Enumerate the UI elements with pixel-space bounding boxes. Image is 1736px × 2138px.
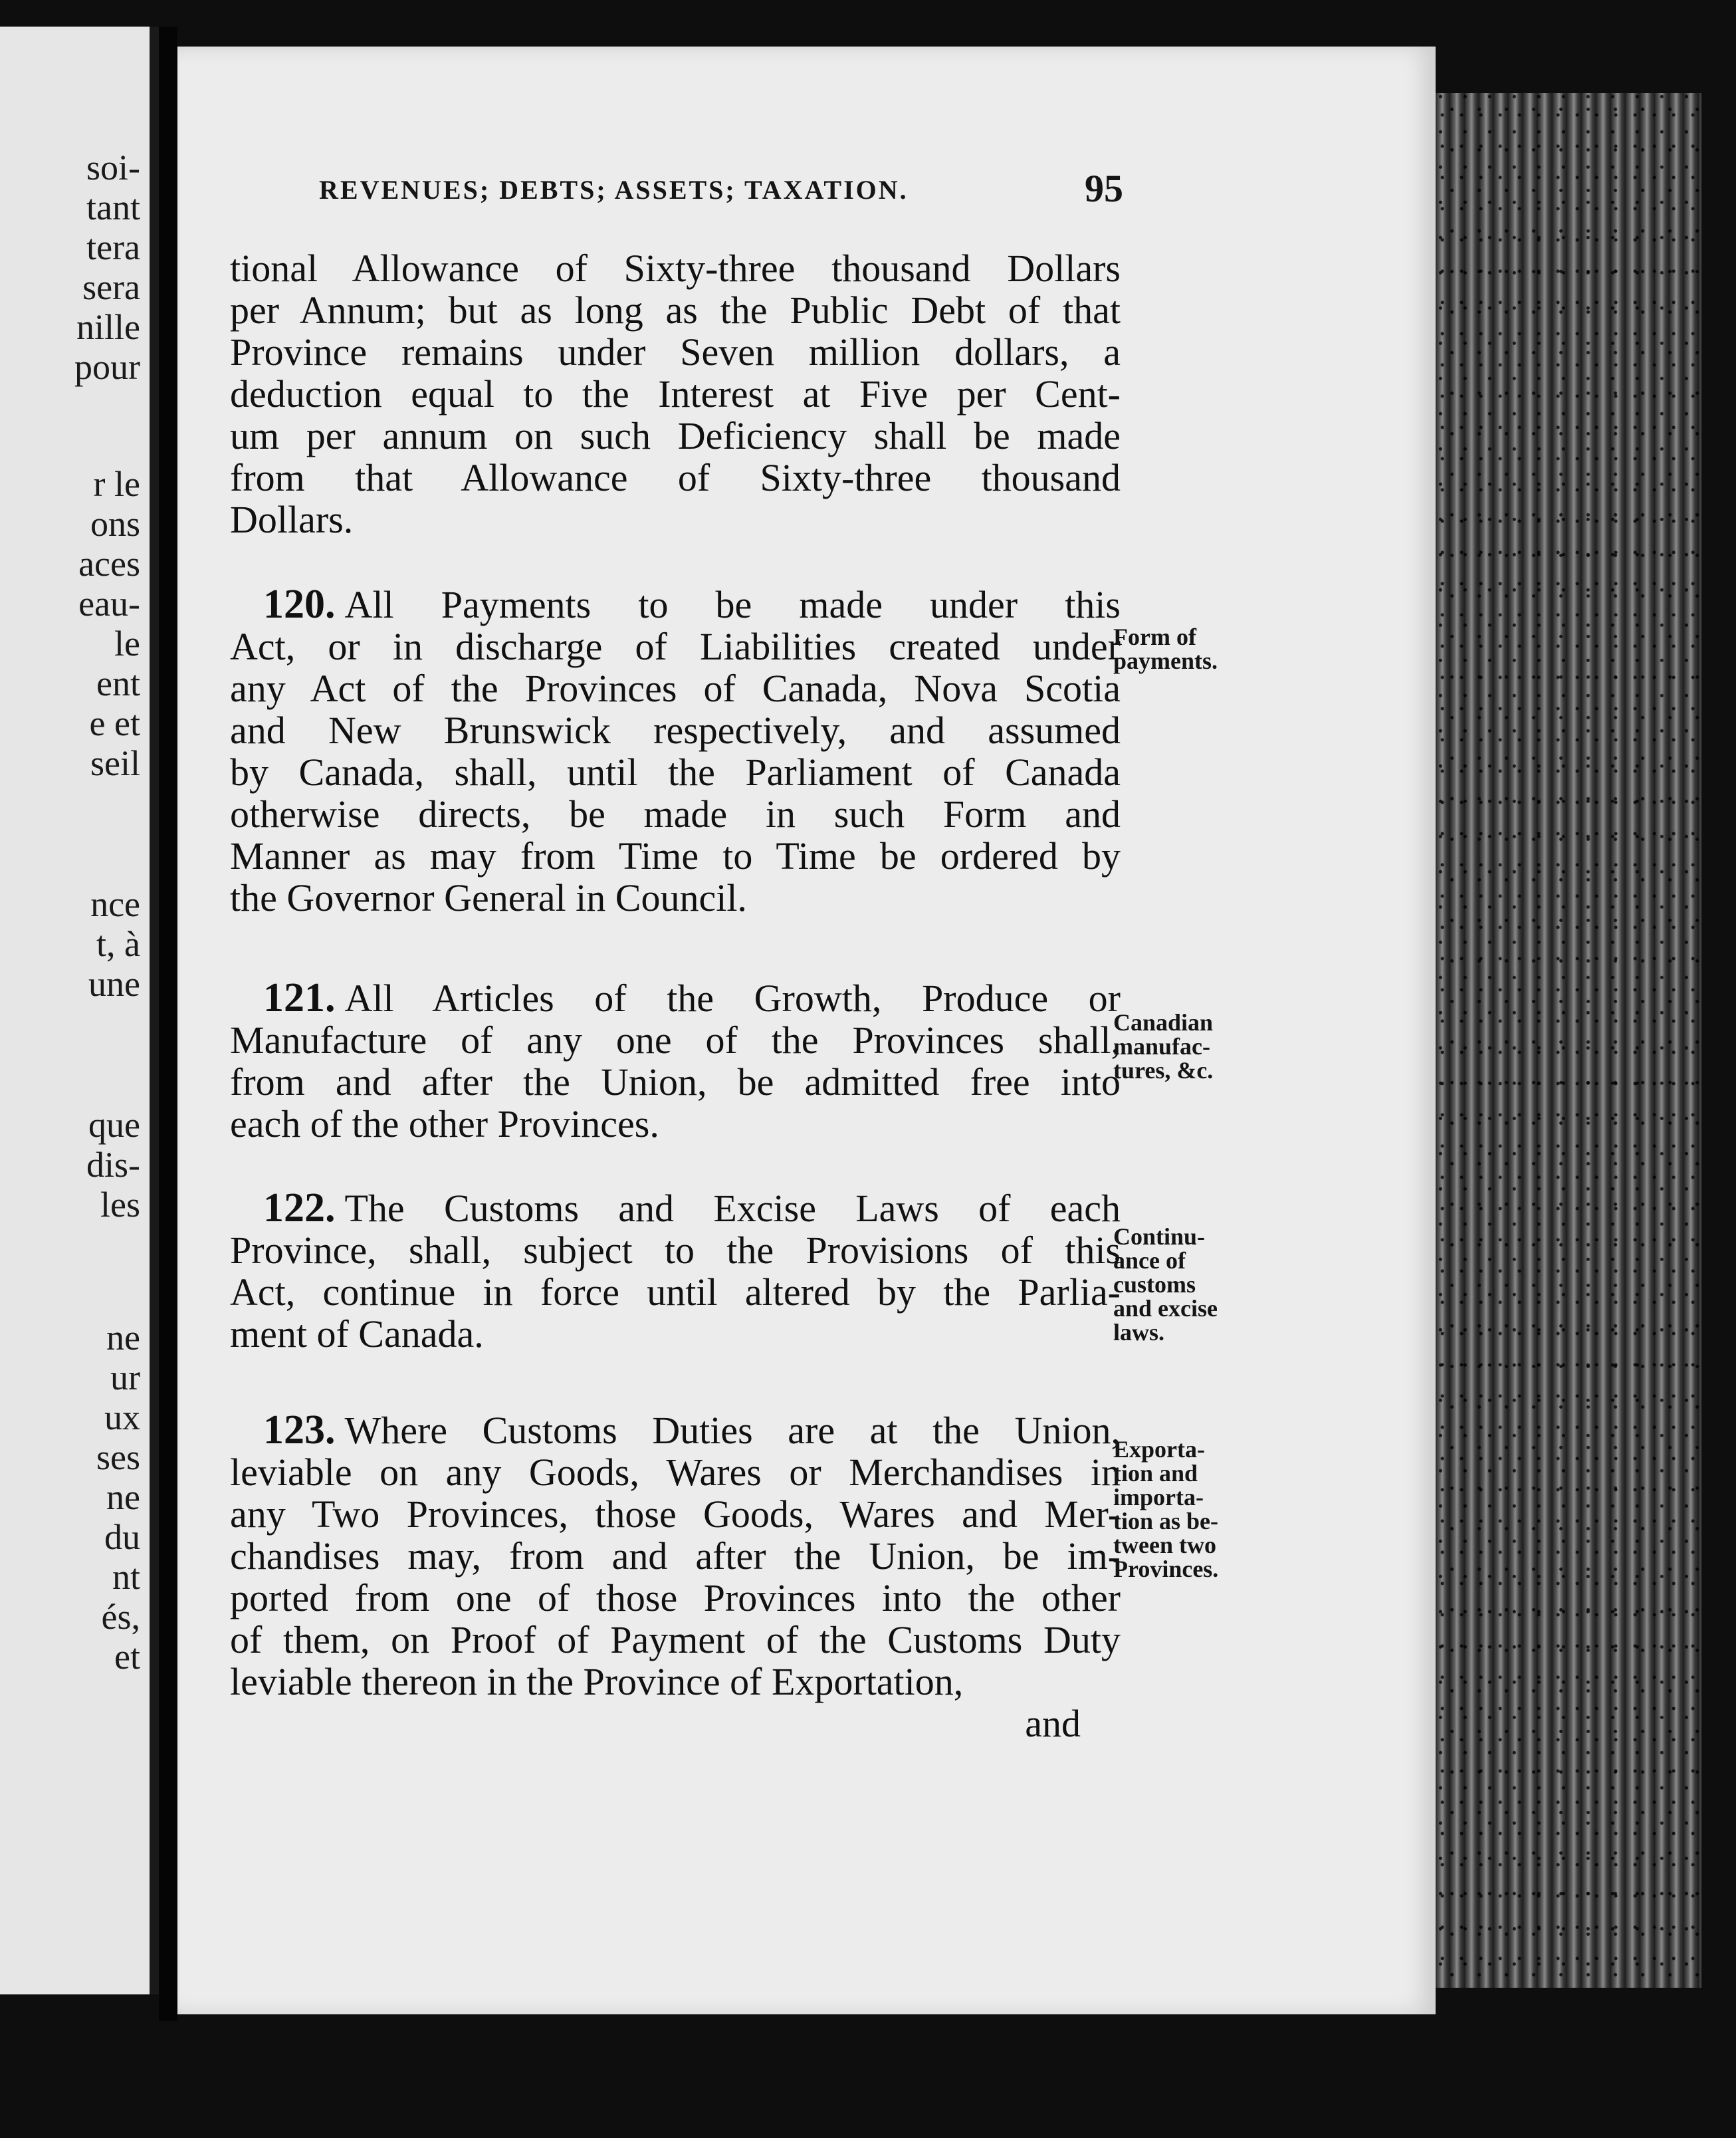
- text-line: ported from one of those Provinces into the other: [230, 1576, 1121, 1619]
- text-line: otherwise directs, be made in such Form and: [230, 792, 1121, 836]
- section-121: [230, 977, 1121, 1145]
- facing-page-line: ses: [96, 1437, 140, 1477]
- text-line: ment of Canada.: [230, 1312, 484, 1356]
- section-first-line: [230, 584, 1121, 626]
- section-opening-text: All Payments to be made under this: [344, 583, 1121, 626]
- text-line: Act, or in discharge of Liabilities created under: [230, 625, 1121, 668]
- page-number: 95: [1085, 167, 1123, 210]
- text-line: the Governor General in Council.: [230, 876, 747, 919]
- facing-page-line: ent: [96, 663, 140, 703]
- text-line: Dollars.: [230, 498, 354, 541]
- facing-page-line: ne: [106, 1477, 140, 1517]
- text-line: Province remains under Seven million dollars, a: [230, 330, 1121, 374]
- margin-note-line: Exporta-: [1113, 1436, 1205, 1463]
- facing-page-line: e et: [89, 703, 140, 743]
- margin-note-line: tures, &c.: [1113, 1057, 1214, 1084]
- running-head: REVENUES; DEBTS; ASSETS; TAXATION.: [319, 175, 909, 205]
- facing-page-line: les: [100, 1185, 140, 1225]
- facing-page-line: et: [114, 1637, 140, 1677]
- facing-page-line: tant: [86, 187, 140, 227]
- text-line: from and after the Union, be admitted free into: [230, 1060, 1121, 1104]
- text-line: deduction equal to the Interest at Five per Cent-: [230, 372, 1121, 416]
- text-line: any Two Provinces, those Goods, Wares and Mer-: [230, 1492, 1121, 1536]
- facing-page-line: le: [114, 624, 140, 663]
- facing-page-line: une: [88, 964, 140, 1004]
- section-first-line: [230, 1409, 1121, 1451]
- section-first-line: [230, 977, 1121, 1019]
- section-first-line: [230, 1187, 1121, 1229]
- facing-page-line: nille: [76, 307, 140, 347]
- facing-page-line: ur: [110, 1358, 140, 1397]
- margin-note-line: ance of: [1113, 1247, 1186, 1274]
- facing-page-line: aces: [78, 544, 140, 584]
- margin-note-123: [1113, 1437, 1306, 1581]
- facing-page-line: ons: [90, 504, 140, 544]
- margin-note-line: Form of: [1113, 624, 1196, 650]
- section-123: [230, 1409, 1121, 1744]
- margin-note-line: customs: [1113, 1271, 1196, 1298]
- text-line: each of the other Provinces.: [230, 1102, 659, 1145]
- margin-note-line: tween two: [1113, 1532, 1216, 1558]
- facing-page-line: seil: [90, 743, 140, 783]
- continuation-paragraph: [230, 247, 1121, 540]
- margin-note-line: importa-: [1113, 1484, 1204, 1510]
- facing-page-line: du: [104, 1517, 140, 1557]
- margin-note-line: laws.: [1113, 1319, 1165, 1346]
- facing-page-line: ux: [104, 1397, 140, 1437]
- text-line: by Canada, shall, until the Parliament of Canada: [230, 751, 1121, 794]
- section-number: 120.: [263, 582, 336, 627]
- facing-page-line: pour: [74, 347, 140, 387]
- facing-page-line: que: [88, 1105, 140, 1145]
- margin-note-line: tion and: [1113, 1460, 1198, 1486]
- facing-page-line: t, à: [96, 924, 140, 964]
- section-number: 123.: [263, 1407, 336, 1453]
- text-line: um per annum on such Deficiency shall be made: [230, 414, 1121, 457]
- margin-note-line: Continu-: [1113, 1223, 1206, 1250]
- margin-note-line: Provinces.: [1113, 1556, 1219, 1582]
- facing-page-line: nt: [112, 1557, 140, 1597]
- facing-page-line: dis-: [86, 1145, 140, 1185]
- section-number: 122.: [263, 1185, 336, 1231]
- text-line: chandises may, from and after the Union, be im-: [230, 1534, 1121, 1578]
- section-number: 121.: [263, 975, 336, 1020]
- text-line: Province, shall, subject to the Provisions of this: [230, 1229, 1121, 1272]
- facing-page-line: eau-: [78, 584, 140, 624]
- margin-note-line: tion as be-: [1113, 1508, 1219, 1534]
- page-edges: [1436, 93, 1701, 1988]
- text-line: of them, on Proof of Payment of the Customs Duty: [230, 1618, 1121, 1661]
- text-line: per Annum; but as long as the Public Debt of that: [230, 289, 1121, 332]
- section-120: [230, 584, 1121, 919]
- facing-page-line: és,: [101, 1597, 140, 1637]
- text-line: Act, continue in force until altered by the Parlia-: [230, 1270, 1121, 1314]
- margin-note-line: Canadian: [1113, 1009, 1214, 1036]
- text-line: tional Allowance of Sixty-three thousand Dollars: [230, 247, 1121, 290]
- margin-note-122: [1113, 1225, 1306, 1344]
- section-opening-text: Where Customs Duties are at the Union,: [344, 1409, 1121, 1452]
- text-line: Manner as may from Time to Time be ordered by: [230, 834, 1121, 878]
- text-line: Manufacture of any one of the Provinces shall,: [230, 1018, 1121, 1062]
- facing-page-line: r le: [93, 464, 140, 504]
- text-line: leviable thereon in the Province of Exportation,: [230, 1660, 964, 1703]
- book-gutter: [159, 27, 177, 2021]
- margin-note-121: [1113, 1010, 1306, 1082]
- catchword: and: [1025, 1702, 1081, 1745]
- section-opening-text: The Customs and Excise Laws of each: [344, 1187, 1121, 1230]
- text-line: leviable on any Goods, Wares or Merchandises in: [230, 1451, 1121, 1494]
- facing-page-line: sera: [82, 267, 140, 307]
- text-line: and New Brunswick respectively, and assumed: [230, 709, 1121, 752]
- margin-note-line: manufac-: [1113, 1033, 1210, 1060]
- margin-note-120: [1113, 625, 1306, 673]
- facing-page-line: ne: [106, 1318, 140, 1358]
- text-line: any Act of the Provinces of Canada, Nova Scotia: [230, 667, 1121, 710]
- facing-page-line: tera: [86, 227, 140, 267]
- margin-note-line: payments.: [1113, 648, 1218, 674]
- section-opening-text: All Articles of the Growth, Produce or: [344, 977, 1121, 1020]
- text-line: from that Allowance of Sixty-three thousand: [230, 456, 1121, 499]
- section-122: [230, 1187, 1121, 1355]
- facing-page-fragment: [0, 27, 159, 1994]
- facing-page-line: nce: [90, 884, 140, 924]
- margin-note-line: and excise: [1113, 1295, 1218, 1322]
- facing-page-line: soi-: [86, 148, 140, 187]
